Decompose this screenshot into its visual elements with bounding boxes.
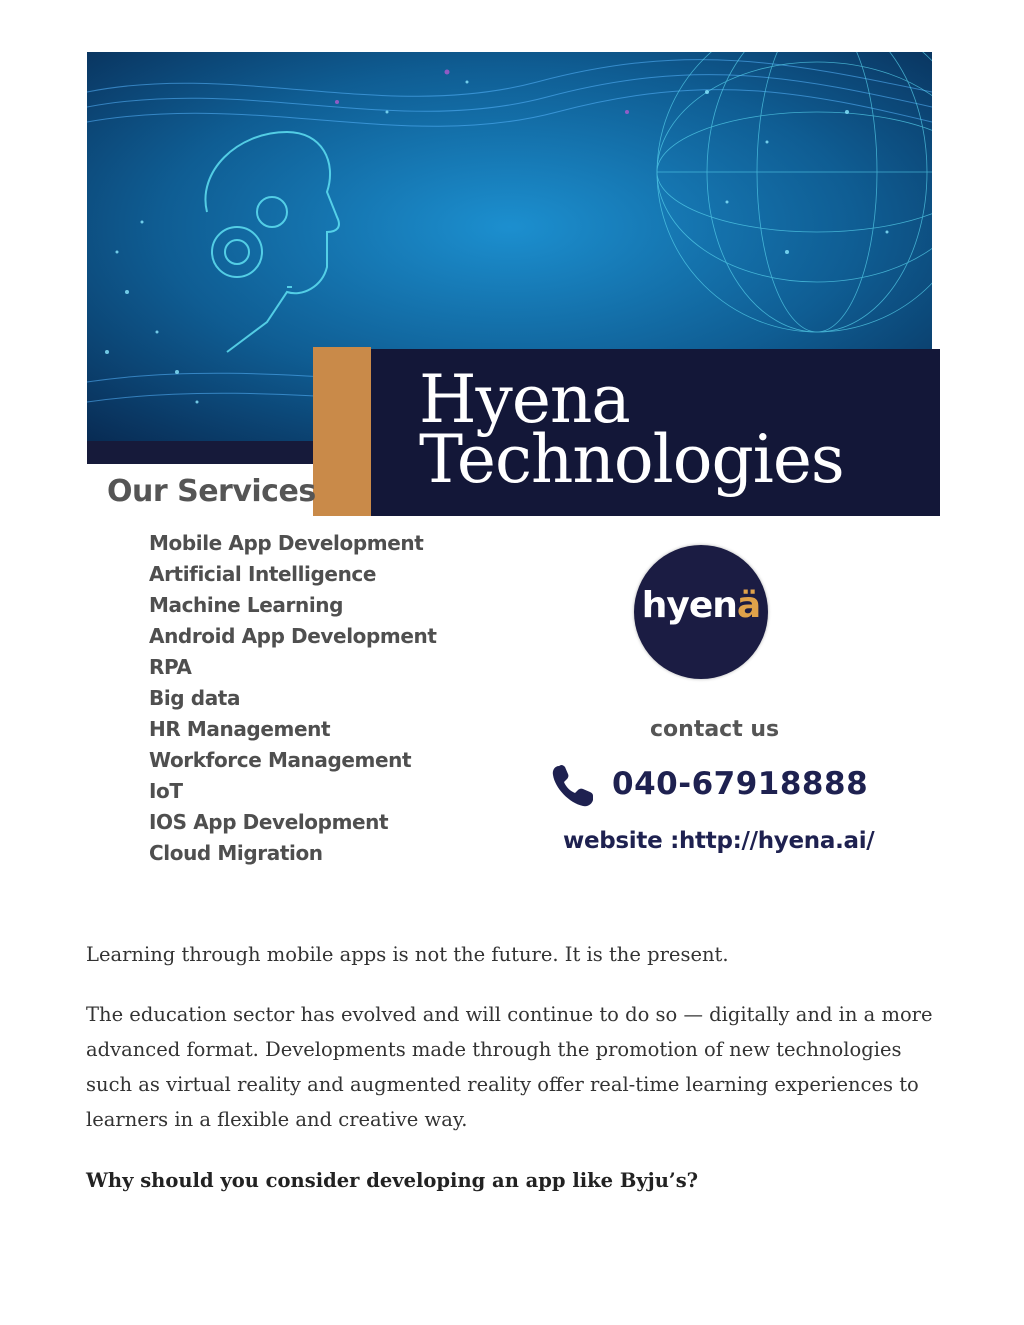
hyena-logo — [634, 545, 768, 679]
company-title-line-1: Hyena — [419, 361, 630, 438]
logo-mark: ä — [736, 585, 761, 626]
service-item: IoT — [149, 779, 183, 803]
services-list — [149, 528, 437, 869]
phone-number: 040-67918888 — [612, 766, 869, 802]
service-item: RPA — [149, 655, 192, 679]
service-item: Android App Development — [149, 624, 437, 648]
phone-icon — [549, 762, 597, 810]
services-heading: Our Services — [107, 474, 316, 509]
banner-navy-strip — [87, 441, 313, 464]
service-item: Machine Learning — [149, 593, 344, 617]
paragraph: Learning through mobile apps is not the future. It is the present. — [86, 943, 729, 966]
logo-text — [634, 585, 768, 626]
service-item: IOS App Development — [149, 810, 389, 834]
service-item: Big data — [149, 686, 241, 710]
paragraph: The education sector has evolved and will continue to do so — digitally and in a more advanced format. Developments made through the promotion of new technologies such as virtual reality and augmented reality offer real-time learning experiences to learners in a flexible and creative way. — [86, 1003, 933, 1131]
logo-wordmark: hyen — [641, 585, 737, 626]
service-item: Cloud Migration — [149, 841, 323, 865]
banner-orange-accent — [313, 347, 371, 516]
subheading: Why should you consider developing an app like Byju’s? — [86, 1169, 699, 1192]
service-item: HR Management — [149, 717, 331, 741]
title-box — [371, 349, 940, 516]
service-item: Artificial Intelligence — [149, 562, 377, 586]
company-title-line-2: Technologies — [419, 421, 844, 498]
contact-label: contact us — [650, 717, 780, 742]
service-item: Mobile App Development — [149, 531, 424, 555]
website-text: website :http://hyena.ai/ — [563, 828, 875, 854]
service-item: Workforce Management — [149, 748, 412, 772]
